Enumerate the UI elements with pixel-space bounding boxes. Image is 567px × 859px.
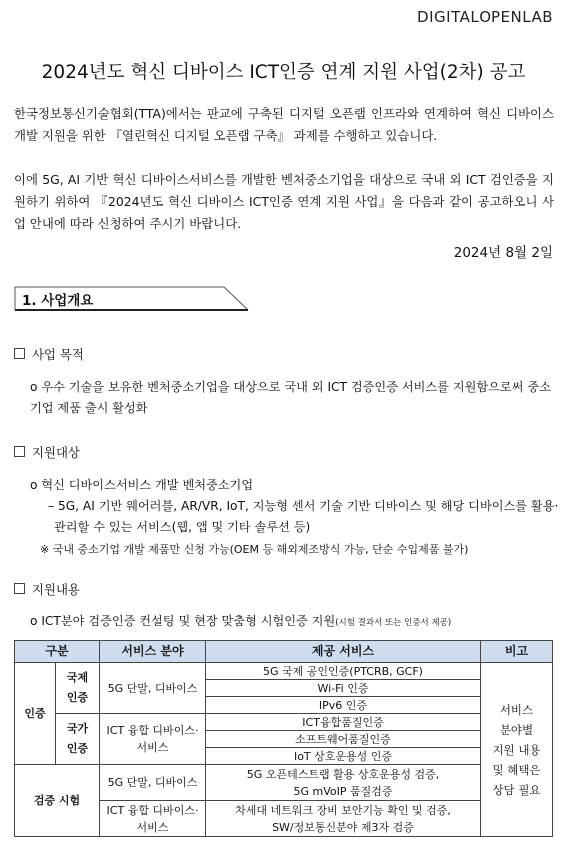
cert-cell: 인증 — [15, 663, 56, 765]
remark-cell: 서비스 분야별 지원 내용 및 혜택은 상담 필요 — [481, 663, 553, 837]
header-service-field: 서비스 분야 — [100, 641, 206, 663]
natl-cert-cell: 국가 인증 — [56, 714, 100, 765]
test-5g-service-cell: 5G 오픈테스트랩 활용 상호운용성 검증, 5G mVoIP 품질검증 — [206, 765, 481, 801]
test-field-5g-cell: 5G 단말, 디바이스 — [100, 765, 206, 801]
target-bullet: o 혁신 디바이스서비스 개발 벤처중소기업 — [30, 478, 254, 492]
field-5g-cell: 5G 단말, 디바이스 — [100, 663, 206, 714]
test-field-ict-cell: ICT 융합 디바이스· 서비스 — [100, 801, 206, 837]
service-cell: ICT융합품질인증 — [206, 714, 481, 731]
target-heading: 지원대상 — [14, 443, 80, 461]
service-cell: IPv6 인증 — [206, 697, 481, 714]
digital-openlab-logo: DIGITALOPENLAB — [417, 8, 553, 26]
announcement-date: 2024년 8월 2일 — [453, 245, 553, 261]
table-row — [15, 663, 553, 680]
content-bullet: o ICT분야 검증인증 컨설팅 및 현장 맞춤형 시험인증 지원(시험 결과서 또는 인증서 제공) — [30, 614, 452, 628]
table-row — [15, 714, 553, 731]
intl-cert-cell: 국제 인증 — [56, 663, 100, 714]
test-ict-service-cell: 차세대 네트워크 장비 보안기능 확인 및 검증, SW/정보통신분야 제3자 검증 — [206, 801, 481, 837]
service-cell: 소프트웨어품질인증 — [206, 731, 481, 748]
field-ict-cell: ICT 융합 디바이스· 서비스 — [100, 714, 206, 765]
table-row — [15, 765, 553, 801]
checkbox-square-icon — [14, 446, 25, 457]
table-header-row — [15, 641, 553, 663]
service-cell: 5G 국제 공인인증(PTCRB, GCF) — [206, 663, 481, 680]
intro-paragraph-1: 한국정보통신기술협회(TTA)에서는 판교에 구축된 디지털 오픈랩 인프라와 연계하여 혁신 디바이스 개발 지원을 위한 『열린혁신 디지털 오픈랩 구축』 과제를 수행하고 있습니다. — [14, 106, 554, 143]
header-remark: 비고 — [481, 641, 553, 663]
service-cell: Wi-Fi 인증 — [206, 680, 481, 697]
target-dash-item: – 5G, AI 기반 웨어러블, AR/VR, IoT, 지능형 센서 기술 기반 디바이스 및 해당 디바이스를 활용·관리할 수 있는 서비스(웹, 앱 및 기타 솔루션 등) — [48, 499, 559, 534]
intro-paragraph-2: 이에 5G, AI 기반 혁신 디바이스서비스를 개발한 벤처중소기업을 대상으로 국내 외 ICT 검인증을 지원하기 위하여 『2024년도 혁신 디바이스 ICT인증 연계 지원 사업』을 다음과 같이 공고하오니 사업 안내에 따라 신청하여 주시기 바랍니다. — [14, 172, 554, 231]
page-title: 2024년도 혁신 디바이스 ICT인증 연계 지원 사업(2차) 공고 — [41, 62, 526, 83]
checkbox-square-icon — [14, 583, 25, 594]
header-provided-service: 제공 서비스 — [206, 641, 481, 663]
test-cell: 검증 시험 — [15, 765, 100, 837]
logo-o: O — [479, 8, 491, 26]
service-table — [14, 640, 553, 837]
section-header — [14, 286, 248, 310]
header-category: 구분 — [15, 641, 100, 663]
target-note: ※ 국내 중소기업 개발 제품만 신청 가능(OEM 등 해외제조방식 가능, 단순 수입제품 불가) — [40, 543, 469, 556]
service-cell: IoT 상호운용성 인증 — [206, 748, 481, 765]
checkbox-square-icon — [14, 348, 25, 359]
purpose-heading: 사업 목적 — [14, 345, 84, 363]
purpose-bullet: o 우수 기술을 보유한 벤처중소기업을 대상으로 국내 외 ICT 검증인증 서비스를 지원함으로써 중소기업 제품 출시 활성화 — [30, 380, 551, 415]
section-title: 1. 사업개요 — [22, 293, 94, 309]
content-heading: 지원내용 — [14, 580, 80, 598]
